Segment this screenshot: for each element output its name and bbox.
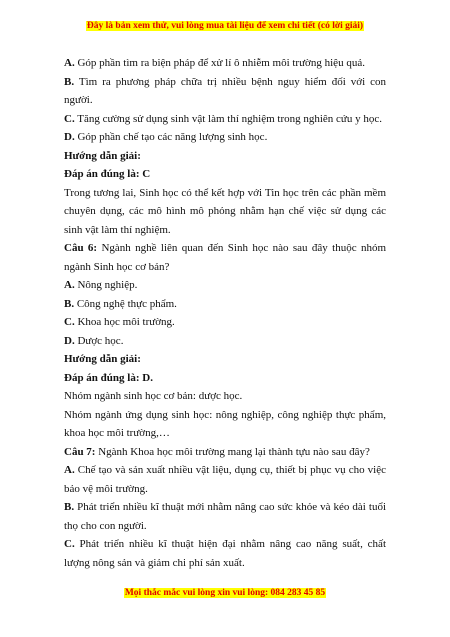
explanation-paragraph: Trong tương lai, Sinh học có thể kết hợp với Tin học trên các phần mềm chuyên dụng, các mô hình mô phỏng nhằm hạn chế việc sử dụng các sinh vật làm thí nghiệm. [64,186,386,236]
answer-line: Đáp án đúng là: D. [64,371,153,384]
option-line: B. Phát triển nhiều kĩ thuật mới nhằm nâng cao sức khỏe và kéo dài tuổi thọ cho con người. [64,501,386,532]
solution-heading: Hướng dẫn giải: [64,149,141,162]
explanation-paragraph: Nhóm ngành ứng dụng sinh học: nông nghiệp, công nghiệp thực phẩm, khoa học môi trường,… [64,408,386,439]
option-line: C. Khoa học môi trường. [64,316,175,328]
option-line: C. Tăng cường sử dụng sinh vật làm thí nghiệm trong nghiên cứu y học. [64,112,383,125]
preview-banner-text: Đây là bản xem thử, vui lòng mua tài liệu để xem chi tiết (có lời giải) [86,21,364,31]
solution-heading: Hướng dẫn giải: [64,353,141,365]
option-line: A. Góp phần tìm ra biện pháp để xử lí ô nhiễm môi trường hiệu quả. [64,57,365,69]
option-line: A. Chế tạo và sản xuất nhiều vật liệu, dụng cụ, thiết bị phục vụ cho việc bảo vệ môi trường. [64,464,386,495]
option-line: D. Góp phần chế tạo các năng lượng sinh học. [64,131,268,143]
question-line: Câu 6: Ngành nghề liên quan đến Sinh học nào sau đây thuộc nhóm ngành Sinh học cơ bản? [64,242,386,273]
question-line: Câu 7: Ngành Khoa học môi trường mang lại thành tựu nào sau đây? [64,445,370,458]
answer-line: Đáp án đúng là: C [64,168,151,180]
option-line: B. Tìm ra phương pháp chữa trị nhiều bệnh nguy hiểm đối với con người. [64,75,386,106]
contact-footer [0,588,450,598]
option-line: C. Phát triển nhiều kĩ thuật hiện đại nhằm nâng cao năng suất, chất lượng nông sản và giảm chi phí sản xuất. [64,538,386,569]
option-line: D. Dược học. [64,334,124,347]
document-body [64,54,386,572]
explanation-paragraph: Nhóm ngành sinh học cơ bản: dược học. [64,390,243,402]
option-line: A. Nông nghiệp. [64,279,138,291]
option-line: B. Công nghệ thực phẩm. [64,297,177,310]
preview-banner [0,21,450,31]
contact-footer-text: Mọi thắc mắc vui lòng xin vui lòng: 084 283 45 85 [124,588,326,598]
